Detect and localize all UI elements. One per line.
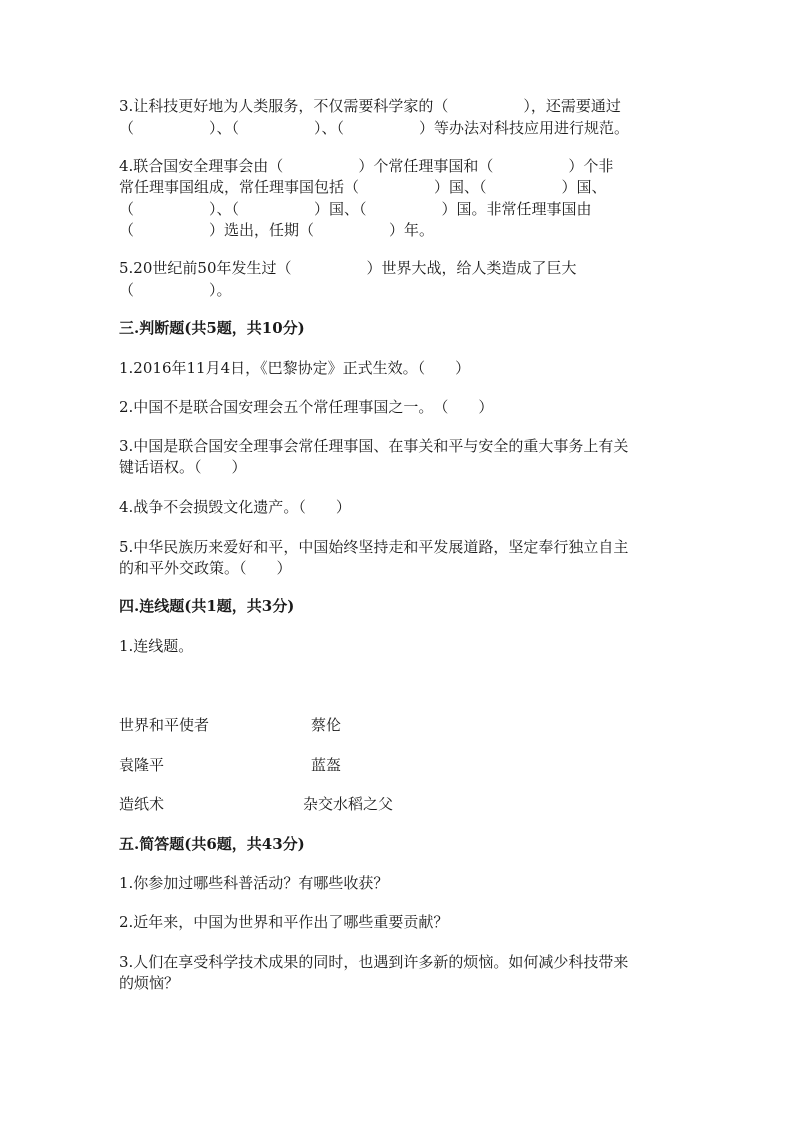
match-right-item: 杂交水稻之父 [303, 795, 394, 813]
match-left-item: 世界和平使者 [119, 716, 210, 734]
section-short-answer-title: 五.简答题(共6题，共43分) [119, 835, 305, 853]
fill-q4-line3: （ ）、（ ）国、（ ）国。非常任理事国由 [119, 200, 592, 218]
fill-q5-line1: 5.20世纪前50年发生过（ ）世界大战，给人类造成了巨大 [119, 259, 577, 277]
short-answer-q3-line2: 的烦恼？ [119, 974, 180, 992]
short-answer-q1: 1.你参加过哪些科普活动？有哪些收获？ [119, 874, 389, 892]
judge-q3-line1: 3.中国是联合国安全理事会常任理事国、在事关和平与安全的重大事务上有关 [119, 437, 629, 455]
fill-q3-line1: 3.让科技更好地为人类服务，不仅需要科学家的（ ），还需要通过 [119, 97, 621, 115]
fill-q5-line2: （ ）。 [119, 281, 232, 299]
section-judge-title: 三.判断题(共5题，共10分) [119, 319, 305, 337]
judge-q5-line2: 的和平外交政策。（ ） [119, 559, 292, 577]
judge-q1: 1.2016年11月4日，《巴黎协定》正式生效。（ ） [119, 359, 471, 377]
short-answer-q2: 2.近年来，中国为世界和平作出了哪些重要贡献？ [119, 913, 449, 931]
match-left-item: 造纸术 [119, 795, 165, 813]
match-right-item: 蔡伦 [311, 716, 342, 734]
fill-q4-line1: 4.联合国安全理事会由（ ）个常任理事国和（ ）个非 [119, 157, 614, 175]
fill-q3-line2: （ ）、（ ）、（ ）等办法对科技应用进行规范。 [119, 119, 630, 137]
short-answer-q3-line1: 3.人们在享受科学技术成果的同时，也遇到许多新的烦恼。如何减少科技带来 [119, 953, 629, 971]
judge-q4: 4.战争不会损毁文化遗产。（ ） [119, 498, 351, 516]
fill-q4-line4: （ ）选出，任期（ ）年。 [119, 221, 435, 239]
match-right-item: 蓝盔 [311, 756, 342, 774]
judge-q5-line1: 5.中华民族历来爱好和平，中国始终坚持走和平发展道路，坚定奉行独立自主 [119, 538, 629, 556]
judge-q3-line2: 键话语权。（ ） [119, 458, 247, 476]
judge-q2: 2.中国不是联合国安理会五个常任理事国之一。 （ ） [119, 398, 494, 416]
section-match-title: 四.连线题(共1题，共3分) [119, 597, 295, 615]
match-q1: 1.连线题。 [119, 637, 194, 655]
fill-q4-line2: 常任理事国组成，常任理事国包括（ ）国、（ ）国、 [119, 178, 607, 196]
match-left-item: 袁隆平 [119, 756, 165, 774]
